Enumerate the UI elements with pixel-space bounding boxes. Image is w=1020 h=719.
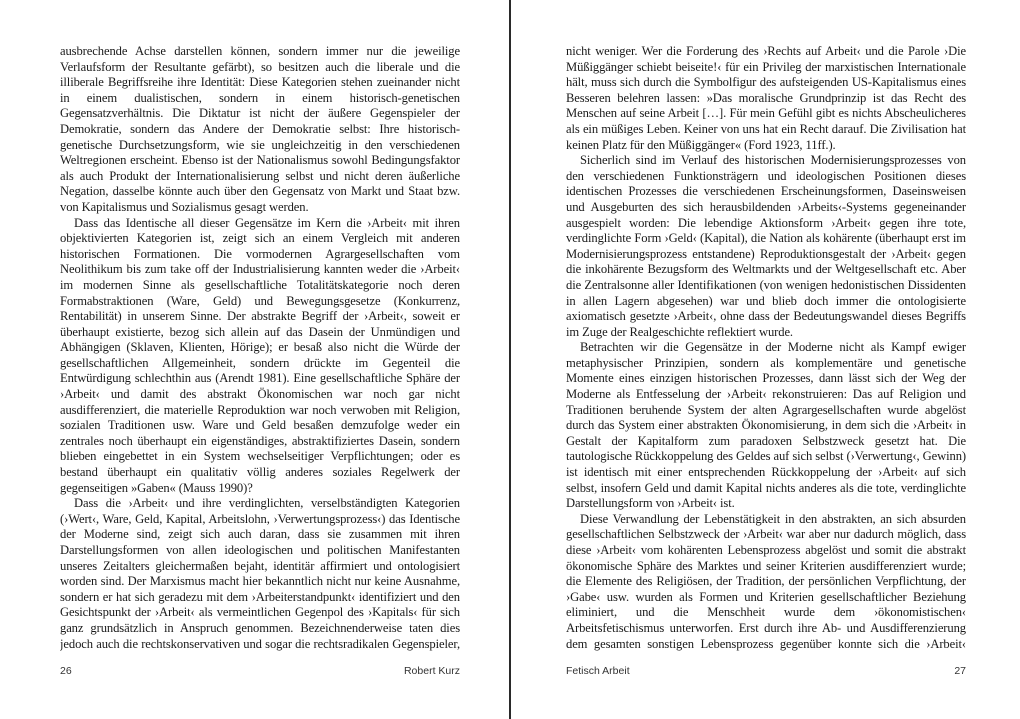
paragraph: Dass die ›Arbeit‹ und ihre verdinglichten, verselbständigten Kategorien (›Wert‹, Ware, Geld, Kapital, Arbeitslohn, ›Verwertungsprozess‹) das Identische der Moderne sind, zeigt sich auch daran, dass sie zusammen mit ihren Darstellungsformen von allen ideologischen und politischen Manifestanten unseres Zeitalters gleichermaßen bejaht, identitär affirmiert und ontologisiert worden sind. Der Marxismus macht hier bekanntlich nicht nur keine Ausnahme, sondern er hat sich geradezu mit dem ›Arbeiterstandpunkt‹ identifiziert und den Gesichtspunkt der ›Arbeit‹ als vermeintlichen Gegenpol des ›Kapitals‹ für sich ganz grundsätzlich in Anspruch genommen. Bezeichnenderweise taten dies jedoch auch die rechtskonservativen und sogar die rechtsradikalen Gegenspieler,: [60, 496, 460, 651]
left-page-body: [60, 44, 460, 654]
gutter-divider: [509, 0, 511, 719]
paragraph: ausbrechende Achse darstellen können, sondern immer nur die jeweilige Verlaufsform der Resultante gefärbt), so besitzen auch die liberale und die illiberale Begriffsreihe ihre Identität: Diese Kategorien stehen zueinander nicht in einem dualistischen, sondern in einem historisch-genetischen Gegensatzverhältnis. Die Diktatur ist nicht der äußere Gegenspieler der Demokratie, sondern das Andere der Demokratie selbst: Ihre historisch-genetische Durchsetzungsform, wie sie ungleichzeitig in den verschiedenen Weltregionen erscheint. Ebenso ist der Nationalismus sowohl Bedingungsfaktor als auch Produkt der Internationalisierung selbst und nicht deren äußerliche Negation, dasselbe könnte auch über den Gegensatz von Markt und Staat bzw. von Kapitalismus und Sozialismus gesagt werden.: [60, 44, 460, 214]
paragraph: Diese Verwandlung der Lebenstätigkeit in den abstrakten, an sich absurden gesellschaftlichen Selbstzweck der ›Arbeit‹ war aber nur dadurch möglich, dass diese ›Arbeit‹ vom kohärenten Lebensprozess abgelöst und somit die abstrakt ökonomische Sphäre des Marktes und seiner Kriterien ausdifferenziert wurde; die Elemente des Religiösen, der Tradition, der persönlichen Verpflichtung, der ›Gabe‹ usw. wurden als Formen und Kriterien gesellschaftlicher Beziehung eliminiert, und die Menschheit wurde dem ›ökonomistischen‹ Arbeitsfetischismus unterworfen. Erst durch ihre Ab- und Ausdifferenzierung dem gesamten sonstigen Lebensprozess gegenüber konnte sich die ›Arbeit‹: [566, 511, 966, 651]
left-running-head: Robert Kurz: [403, 665, 460, 677]
paragraph: Dass das Identische all dieser Gegensätze im Kern die ›Arbeit‹ mit ihren objektivierten Kategorien ist, zeigt sich an einem Vergleich mit anderen historischen Formationen. Die vormodernen Agrargesellschaften vom Neolithikum bis zum take off der Industrialisierung kannten weder die ›Arbeit‹ im modernen Sinne als gesellschaftliche Totalitätskategorie noch deren Formabstraktionen (Ware, Geld) und Bewegungsgesetze (Konkurrenz, Rentabilität) in unserem Sinne. Der abstrakte Begriff der ›Arbeit‹, soweit er überhaupt existierte, bezog sich allein auf das Dasein der Unmündigen und Abhängigen (Sklaven, Klienten, Hörige); er besaß also nicht die Würde der gesellschaftlichen Allgemeinheit, sondern drückte im Gegenteil die Entwürdigung schlechthin aus (Arendt 1981). Eine gesellschaftliche Sphäre der ›Arbeit‹ und damit des abstrakt Ökonomischen war noch gar nicht ausdifferenziert, die materielle Reproduktion war noch verwoben mit Religion, sozialen Traditionen usw. Ware und Geld besaßen demzufolge weder ein zentrales noch überhaupt ein eigenständiges, abstraktifiziertes Dasein, sondern blieben eingebettet in ein System wechselseitiger Verpflichtungen; oder es bestand überhaupt ein qualitativ völlig anderes soziales Regelwerk der gegenseitigen »Gaben« (Mauss 1990)?: [60, 215, 460, 495]
right-running-head: Fetisch Arbeit: [566, 665, 630, 677]
paragraph: Sicherlich sind im Verlauf des historischen Modernisierungsprozesses von den verschiedenen Funktionsträgern und ideologischen Positionen dieses identischen Prozesses die verschiedenen Erscheinungsformen, Daseinsweisen und Ausgeburten des sich herausbildenden ›Arbeits‹-Systems gegeneinander ausgespielt worden: Die lebendige Aktionsform ›Arbeit‹ gegen ihre tote, verdinglichte Form ›Geld‹ (Kapital), die Nation als kohärente (überhaupt erst im Modernisierungsprozess entstandene) Reproduktionsgestalt der ›Arbeit‹ gegen die inkohärente Bezugsform des Weltmarkts und der Weltgesellschaft etc. Aber die Zentralsonne aller Identifikationen (von wenigen hedonistischen Dissidenten in allen Lagern abgesehen) war und blieb doch immer die ontologisierte axiomatisch gesetzte ›Arbeit‹, ohne dass der Bedeutungswandel dieses Begriffs im Zuge der Realgeschichte reflektiert wurde.: [566, 153, 966, 339]
paragraph: Betrachten wir die Gegensätze in der Moderne nicht als Kampf ewiger metaphysischer Prinzipien, sondern als komplementäre und genetische Momente eines einzigen historischen Prozesses, dann lässt sich der Weg der Moderne als Entfesselung der ›Arbeit‹ rekonstruieren: Das auf Religion und Traditionen beruhende System der alten Agrargesellschaften wurde abgelöst durch das System einer abstrakten Ökonomisierung, in dem sich die ›Arbeit‹ in Gestalt der Kapitalform zum paradoxen Selbstzweck gesetzt hat. Die tautologische Rückkoppelung des Geldes auf sich selbst (›Verwertung‹, Gewinn) ist identisch mit einer entsprechenden Rückkoppelung der ›Arbeit‹ auf sich selbst, insofern Geld und damit Kapital nichts anderes als die tote, verdinglichte Darstellungsform von ›Arbeit‹ ist.: [566, 340, 966, 511]
right-page-number: 27: [954, 665, 966, 677]
right-page-body: [566, 44, 966, 654]
left-page-number: 26: [60, 665, 72, 677]
paragraph: nicht weniger. Wer die Forderung des ›Rechts auf Arbeit‹ und die Parole ›Die Müßiggänger schiebt beiseite!‹ für ein Privileg der marxistischen Internationale hält, muss sich durch die Symbolfigur des aufsteigenden US-Kapitalismus eines Besseren belehren lassen: »Das moralische Grundprinzip ist das Recht des Menschen auf seine Arbeit […]. Für mein Gefühl gibt es nichts Abscheulicheres als ein müßiges Leben. Keiner von uns hat ein Recht darauf. Die Zivilisation hat keinen Platz für den Müßiggänger« (Ford 1923, 11ff.).: [566, 44, 966, 152]
